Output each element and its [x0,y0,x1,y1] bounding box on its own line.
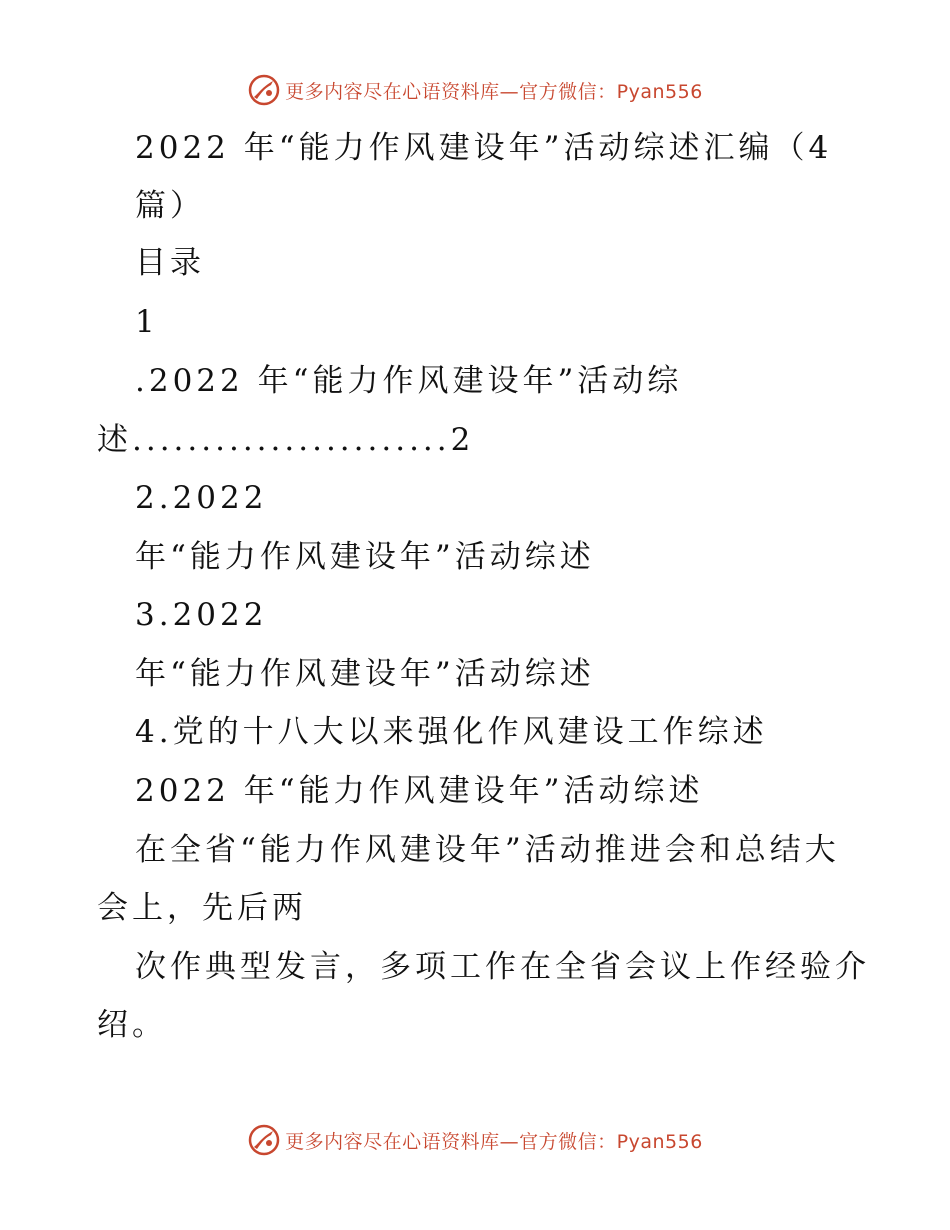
document-title-line1: 2022 年“能力作风建设年”活动综述汇编（4 [135,130,833,166]
watermark-site-name: 更多内容尽在心语资料库 [285,80,500,103]
toc-item-2-number: 2.2022 [135,480,268,516]
watermark-text [285,1127,703,1154]
watermark-banner-bottom [0,1122,950,1158]
paragraph-2-line-2: 绍。 [97,1007,167,1043]
watermark-contact: 官方微信：Pyan556 [519,80,703,103]
toc-item-3-title: 年“能力作风建设年”活动综述 [135,656,595,692]
watermark-contact: 官方微信：Pyan556 [519,1130,703,1153]
toc-item-1-leader: 述.......................2 [97,422,475,458]
watermark-site-name: 更多内容尽在心语资料库 [285,1130,500,1153]
paragraph-1-line-2: 会上，先后两 [97,890,307,926]
toc-item-1-number: 1 [135,304,159,340]
pen-logo-icon [247,73,281,107]
paragraph-2-line-1: 次作典型发言，多项工作在全省会议上作经验介 [135,949,870,985]
toc-item-4: 4.党的十八大以来强化作风建设工作综述 [135,714,768,750]
watermark-banner-top [0,72,950,108]
watermark-dash: — [499,80,520,103]
toc-item-1-title: .2022 年“能力作风建设年”活动综 [135,363,683,399]
toc-item-3-number: 3.2022 [135,597,268,633]
document-title-line2: 篇） [135,188,205,224]
watermark-text [285,77,703,104]
section-title: 2022 年“能力作风建设年”活动综述 [135,773,704,809]
toc-heading: 目录 [135,245,205,281]
toc-item-2-title: 年“能力作风建设年”活动综述 [135,539,595,575]
paragraph-1-line-1: 在全省“能力作风建设年”活动推进会和总结大 [135,832,840,868]
pen-logo-icon [247,1123,281,1157]
watermark-dash: — [499,1130,520,1153]
